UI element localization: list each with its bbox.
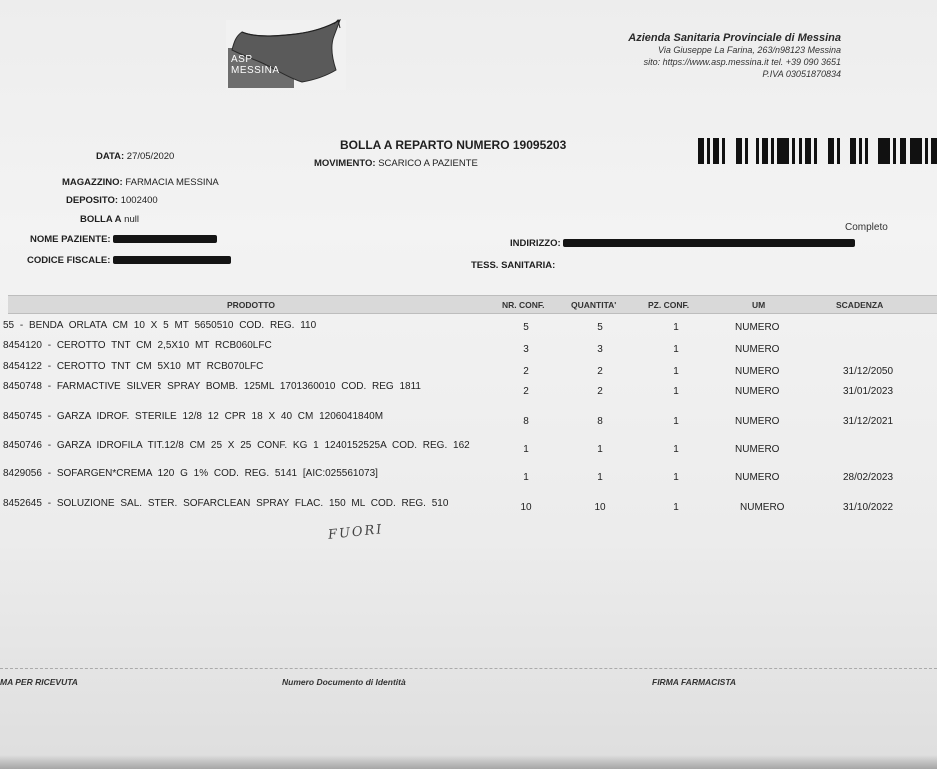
paper-edge-shadow: [0, 755, 937, 769]
nome-paziente-label: NOME PAZIENTE:: [30, 234, 111, 245]
barcode: [698, 138, 937, 164]
firma-ricevuta-label: MA PER RICEVUTA: [0, 677, 78, 687]
table-cell-scadenza: 31/12/2021: [843, 416, 894, 427]
table-cell-quantita: 8: [597, 416, 603, 427]
redaction-bar: [113, 256, 231, 264]
barcode-icon: [698, 138, 937, 164]
col-scadenza: SCADENZA: [836, 300, 884, 310]
data-value: 27/05/2020: [126, 151, 175, 162]
redaction-bar: [563, 239, 855, 247]
table-cell-nr-conf: 3: [523, 344, 529, 355]
table-cell-nr-conf: 2: [523, 386, 529, 397]
footer-divider: [0, 668, 937, 669]
movimento-value: SCARICO A PAZIENTE: [378, 158, 478, 169]
table-cell-nr-conf: 1: [523, 472, 529, 483]
indirizzo-field: [510, 238, 855, 249]
table-cell-um: NUMERO: [735, 322, 780, 333]
data-field: [96, 151, 174, 162]
table-cell-quantita: 1: [597, 444, 603, 455]
logo-line-1: ASP: [231, 54, 253, 65]
table-row-product: 8454122 - CEROTTO TNT CM 5X10 MT RCB070LFC: [3, 361, 264, 372]
handwritten-note: FUORI: [327, 522, 385, 543]
movimento-label: MOVIMENTO:: [314, 158, 376, 169]
magazzino-value: FARMACIA MESSINA: [125, 177, 219, 188]
table-cell-um: NUMERO: [735, 366, 780, 377]
table-cell-pz-conf: 1: [673, 472, 679, 483]
table-row-product: 55 - BENDA ORLATA CM 10 X 5 MT 5650510 COD. REG. 110: [3, 320, 317, 331]
codice-fiscale-field: [27, 255, 231, 266]
tessera-sanitaria-field: [471, 260, 555, 271]
col-nr-conf: NR. CONF.: [502, 300, 545, 310]
table-cell-quantita: 10: [594, 502, 606, 513]
movimento-line: [314, 158, 478, 169]
table-cell-scadenza: 31/12/2050: [843, 366, 894, 377]
table-cell-scadenza: 31/01/2023: [843, 386, 894, 397]
table-cell-quantita: 2: [597, 386, 603, 397]
table-cell-scadenza: 31/10/2022: [843, 502, 894, 513]
indirizzo-label: INDIRIZZO:: [510, 238, 561, 249]
logo-text: [231, 54, 280, 76]
table-cell-um: NUMERO: [735, 444, 780, 455]
documento-identita-label: Numero Documento di Identità: [282, 677, 406, 687]
magazzino-label: MAGAZZINO:: [62, 177, 123, 188]
document-title: BOLLA A REPARTO NUMERO 19095203: [340, 138, 567, 152]
codice-fiscale-label: CODICE FISCALE:: [27, 255, 111, 266]
table-cell-pz-conf: 1: [673, 344, 679, 355]
table-row-product: 8450745 - GARZA IDROF. STERILE 12/8 12 CPR 18 X 40 CM 1206041840M: [3, 411, 384, 422]
org-piva: P.IVA 03051870834: [762, 69, 841, 79]
table-cell-pz-conf: 1: [673, 322, 679, 333]
table-header: [8, 295, 937, 314]
organization-header: [628, 32, 841, 80]
deposito-label: DEPOSITO:: [66, 195, 119, 206]
col-quantita: QUANTITA': [571, 300, 617, 310]
table-cell-nr-conf: 2: [523, 366, 529, 377]
table-cell-um: NUMERO: [735, 472, 780, 483]
col-prodotto: PRODOTTO: [227, 300, 276, 310]
table-row-product: 8452645 - SOLUZIONE SAL. STER. SOFARCLEAN SPRAY FLAC. 150 ML COD. REG. 510: [3, 498, 449, 509]
table-cell-nr-conf: 10: [520, 502, 532, 513]
table-cell-pz-conf: 1: [673, 386, 679, 397]
col-pz-conf: PZ. CONF.: [648, 300, 690, 310]
table-cell-quantita: 1: [597, 472, 603, 483]
table-cell-pz-conf: 1: [673, 444, 679, 455]
table-cell-um: NUMERO: [735, 416, 780, 427]
asp-messina-logo: [226, 18, 346, 90]
bolla-field: [80, 214, 139, 225]
status-text: Completo: [845, 222, 888, 233]
col-um: UM: [752, 300, 766, 310]
deposito-value: 1002400: [120, 195, 158, 206]
data-label: DATA:: [96, 151, 125, 162]
table-cell-nr-conf: 1: [523, 444, 529, 455]
tessera-sanitaria-label: TESS. SANITARIA:: [471, 260, 556, 271]
org-name: Azienda Sanitaria Provinciale di Messina: [628, 32, 841, 44]
table-cell-quantita: 2: [597, 366, 603, 377]
bolla-value: null: [124, 214, 139, 225]
table-cell-quantita: 3: [597, 344, 603, 355]
bolla-label: BOLLA A: [80, 214, 122, 225]
org-contact: sito: https://www.asp.messina.it tel. +39 090 3651: [643, 57, 841, 67]
table-cell-nr-conf: 8: [523, 416, 529, 427]
table-cell-nr-conf: 5: [523, 322, 529, 333]
table-cell-scadenza: 28/02/2023: [843, 472, 894, 483]
magazzino-field: [62, 177, 219, 188]
table-row-product: 8454120 - CEROTTO TNT CM 2,5X10 MT RCB060LFC: [3, 340, 272, 351]
table-row-product: 8450746 - GARZA IDROFILA TIT.12/8 CM 25 X 25 CONF. KG 1 1240152525A COD. REG. 162: [3, 440, 470, 451]
table-row-product: 8450748 - FARMACTIVE SILVER SPRAY BOMB. 125ML 1701360010 COD. REG 1811: [3, 381, 421, 392]
redaction-bar: [113, 235, 217, 243]
logo-line-2: MESSINA: [231, 65, 280, 76]
table-cell-um: NUMERO: [740, 502, 785, 513]
firma-farmacista-label: FIRMA FARMACISTA: [652, 677, 737, 687]
org-address: Via Giuseppe La Farina, 263/n98123 Messina: [658, 45, 841, 55]
table-row-product: 8429056 - SOFARGEN*CREMA 120 G 1% COD. REG. 5141 [AIC:025561073]: [3, 468, 378, 479]
deposito-field: [66, 195, 158, 206]
table-cell-pz-conf: 1: [673, 502, 679, 513]
table-cell-pz-conf: 1: [673, 366, 679, 377]
table-cell-quantita: 5: [597, 322, 603, 333]
table-cell-um: NUMERO: [735, 344, 780, 355]
table-cell-pz-conf: 1: [673, 416, 679, 427]
table-cell-um: NUMERO: [735, 386, 780, 397]
nome-paziente-field: [30, 234, 217, 245]
